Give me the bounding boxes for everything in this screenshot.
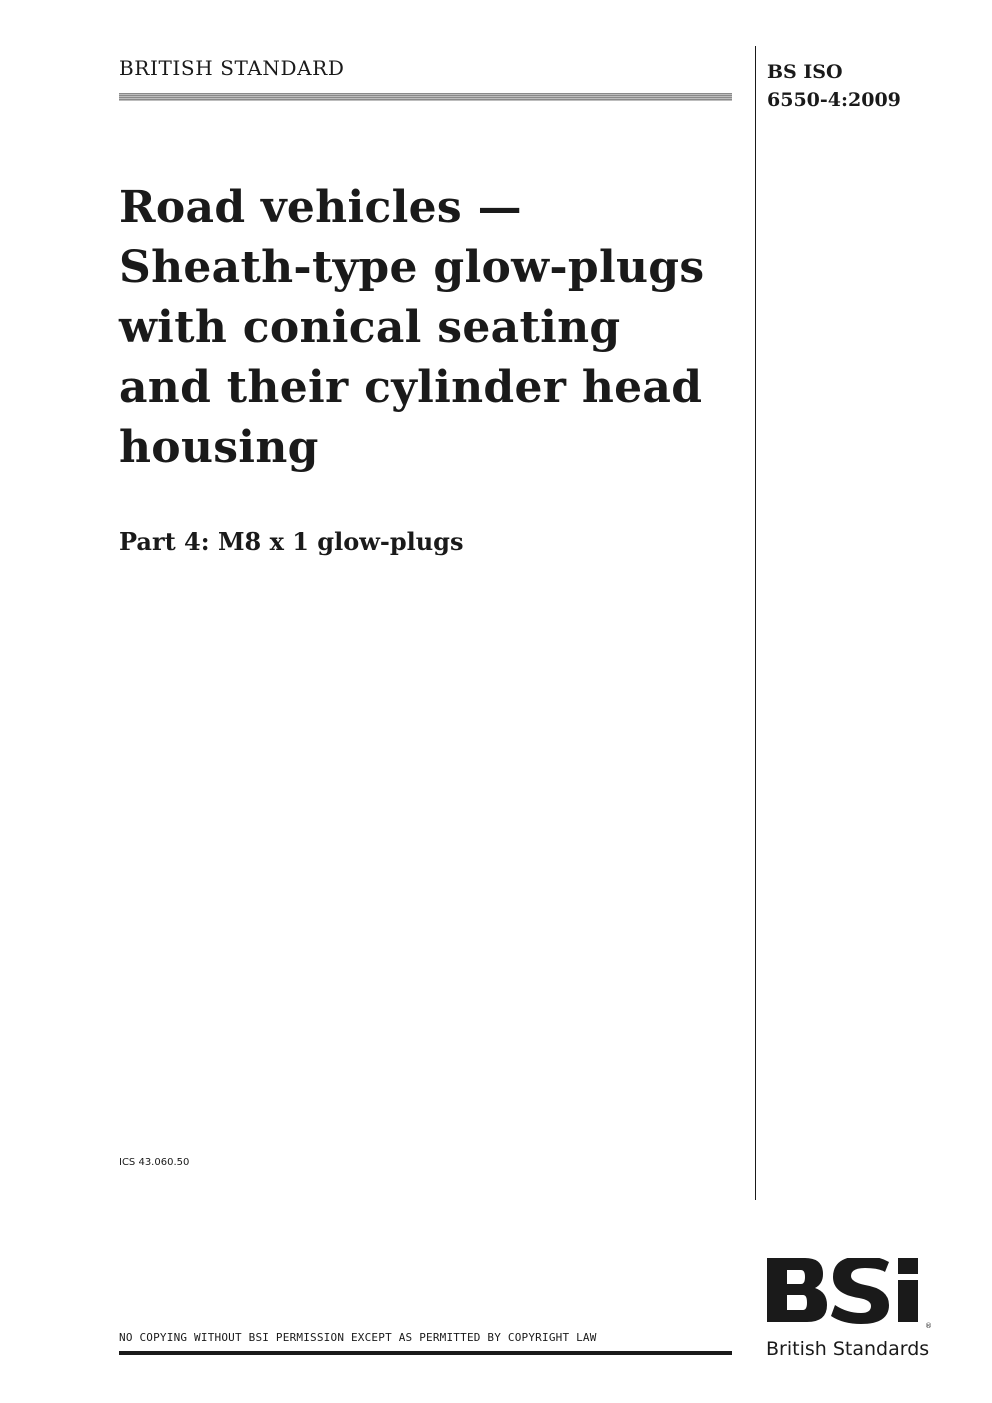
registered-mark: ® (925, 1322, 932, 1330)
title-line: housing (119, 422, 319, 473)
header-rule (119, 93, 732, 101)
document-title (119, 178, 749, 478)
ics-code: ICS 43.060.50 (119, 1157, 190, 1168)
title-line: and their cylinder head (119, 362, 703, 413)
bsi-wordmark-icon (767, 1258, 918, 1324)
standard-number (767, 58, 901, 114)
title-line: Sheath-type glow-plugs (119, 242, 705, 293)
title-line: with conical seating (119, 302, 621, 353)
standard-number-line1: BS ISO (767, 61, 843, 83)
title-line: Road vehicles — (119, 182, 522, 233)
vertical-divider (755, 46, 756, 1200)
logo-name: British Standards (766, 1338, 930, 1360)
footer-rule (119, 1351, 732, 1355)
copyright-notice: NO COPYING WITHOUT BSI PERMISSION EXCEPT AS PERMITTED BY COPYRIGHT LAW (119, 1331, 597, 1344)
document-type-label: BRITISH STANDARD (119, 56, 345, 80)
document-subtitle: Part 4: M8 x 1 glow-plugs (119, 527, 464, 556)
standard-number-line2: 6550-4:2009 (767, 89, 901, 111)
